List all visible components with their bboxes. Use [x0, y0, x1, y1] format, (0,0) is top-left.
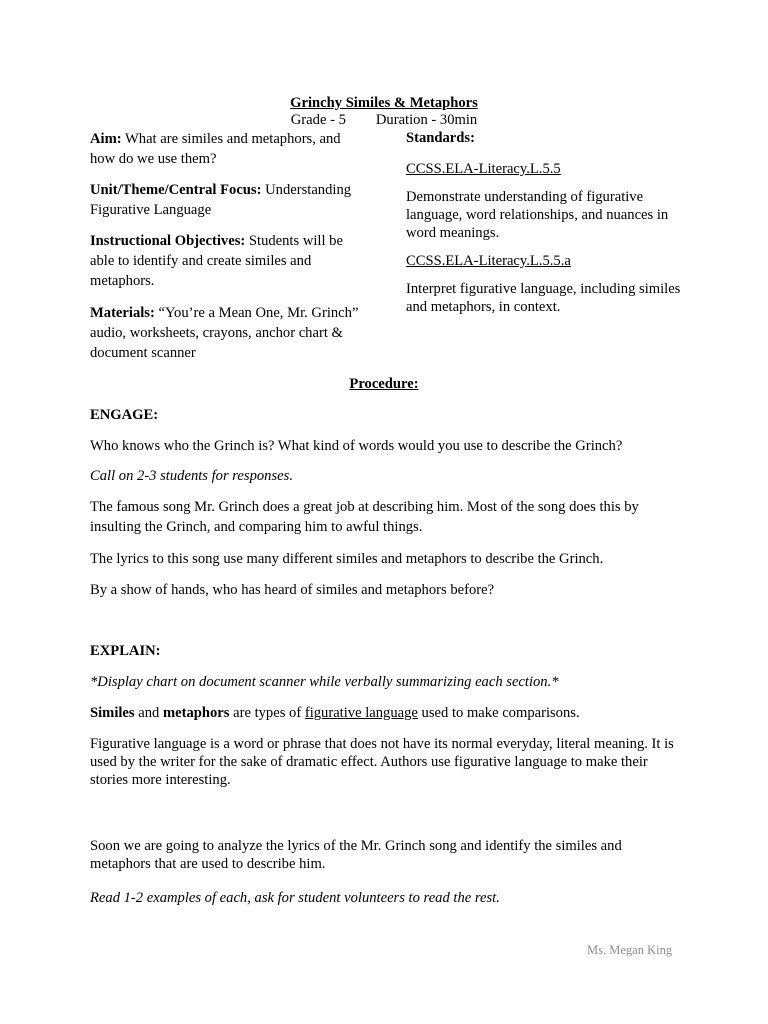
materials-paragraph — [90, 303, 365, 363]
aim-label: Aim: — [90, 131, 122, 147]
engage-heading: ENGAGE: — [90, 407, 159, 423]
metaphors-word: metaphors — [162, 705, 230, 721]
explain-heading: EXPLAIN: — [90, 643, 161, 659]
grade-duration-line — [0, 111, 768, 129]
engage-note: Call on 2-3 students for responses. — [90, 468, 293, 484]
figurative-language-link[interactable]: figurative language — [304, 705, 418, 721]
standards-heading: Standards: — [406, 130, 475, 146]
are-types-text: are types of — [229, 705, 305, 721]
focus-label: Unit/Theme/Central Focus: — [90, 182, 262, 198]
engage-show-of-hands: By a show of hands, who has heard of similes and metaphors before? — [90, 582, 495, 598]
read-examples-note: Read 1-2 examples of each, ask for student volunteers to read the rest. — [90, 890, 500, 906]
standard-1-description: Demonstrate understanding of figurative language, word relationships, and nuances in word meanings. — [406, 189, 669, 241]
engage-lyrics-paragraph: The lyrics to this song use many different similes and metaphors to describe the Grinch. — [90, 551, 604, 567]
materials-text: “You’re a Mean One, Mr. Grinch” audio, worksheets, crayons, anchor chart & document scanner — [90, 305, 359, 361]
materials-label: Materials: — [90, 305, 155, 321]
objectives-paragraph — [90, 231, 365, 291]
aim-text: What are similes and metaphors, and how do we use them? — [90, 131, 341, 167]
similes-word: Similes — [90, 705, 135, 721]
focus-text: Understanding Figurative Language — [90, 182, 352, 218]
procedure-heading: Procedure: — [349, 376, 419, 392]
objectives-text: Students will be able to identify and create similes and metaphors. — [90, 233, 343, 289]
objectives-label: Instructional Objectives: — [90, 233, 246, 249]
engage-question: Who knows who the Grinch is? What kind of words would you use to describe the Grinch? — [90, 438, 623, 454]
explain-note: *Display chart on document scanner while verbally summarizing each section.* — [90, 674, 559, 690]
lesson-title: Grinchy Similes & Metaphors — [290, 95, 478, 111]
similes-metaphors-definition — [90, 704, 680, 722]
engage-song-paragraph: The famous song Mr. Grinch does a great job at describing him. Most of the song does this by insulting the Grinch, and comparing him to awful things. — [90, 499, 639, 535]
comparisons-text: used to make comparisons. — [417, 705, 580, 721]
standard-2-description: Interpret figurative language, including similes and metaphors, in context. — [406, 281, 681, 315]
and-text: and — [134, 705, 163, 721]
standard-2-code[interactable]: CCSS.ELA-Literacy.L.5.5.a — [406, 253, 571, 269]
analyze-lyrics-paragraph: Soon we are going to analyze the lyrics of the Mr. Grinch song and identify the similes and metaphors that are used to describe him. — [90, 838, 622, 872]
aim-paragraph — [90, 129, 365, 169]
duration-text: Duration - 30min — [375, 112, 478, 128]
focus-paragraph — [90, 180, 365, 220]
grade-text: Grade - 5 — [290, 112, 346, 128]
standard-1-code[interactable]: CCSS.ELA-Literacy.L.5.5 — [406, 161, 561, 177]
footer-author: Ms. Megan King — [587, 943, 673, 957]
figurative-language-paragraph: Figurative language is a word or phrase that does not have its normal everyday, literal meaning. It is used by the writer for the sake of dramatic effect. Authors use figurative language to make their stories more interesting. — [90, 736, 674, 788]
